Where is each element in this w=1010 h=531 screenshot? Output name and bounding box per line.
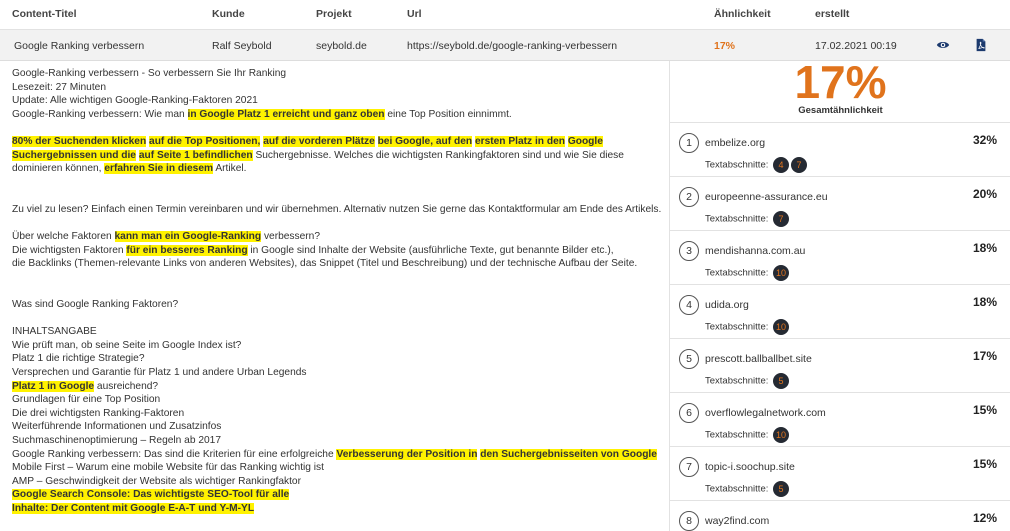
text: ausreichend? [94, 380, 159, 392]
text-line: Platz 1 die richtige Strategie? [12, 353, 145, 365]
source-sections [705, 373, 789, 389]
highlighted-match[interactable]: erfahren Sie in diesem [104, 163, 214, 175]
text-line: Suchmaschinenoptimierung – Regeln ab 2017 [12, 435, 221, 447]
col-similarity-header[interactable]: Ähnlichkeit [714, 8, 771, 20]
total-similarity-label: Gesamtähnlichkeit [798, 105, 883, 116]
source-sections [705, 265, 789, 281]
source-sections [705, 319, 789, 335]
source-rank: 1 [679, 133, 699, 153]
section-badge[interactable]: 10 [773, 319, 789, 335]
text: verbessern? [261, 231, 321, 243]
eye-icon[interactable] [936, 38, 950, 52]
section-badge[interactable]: 5 [773, 481, 789, 497]
text-line: Update: Alle wichtigen Google-Ranking-Faktoren 2021 [12, 95, 258, 107]
source-item[interactable] [670, 339, 1010, 393]
row-title: Google Ranking verbessern [14, 40, 145, 52]
highlighted-match[interactable]: Verbesserung der Position in [336, 448, 478, 460]
highlighted-match[interactable]: bei Google, auf den [377, 135, 473, 147]
text-line: Zu viel zu lesen? Einfach einen Termin vereinbaren und wir übernehmen. Alternativ nutzen Sie gerne das Kontaktformular am Ende des Artikels. [12, 203, 662, 215]
source-percent: 32% [972, 133, 997, 147]
source-rank: 7 [679, 457, 699, 477]
total-similarity-value: 17% [794, 56, 887, 108]
text: in Google sind Inhalte der Website (ausführliche Texte, gut benannte Bilder etc.), [247, 244, 614, 256]
source-domain[interactable]: way2find.com [705, 515, 770, 527]
sections-label: Textabschnitte: [705, 159, 769, 171]
text: Suchergebnisse. Welches die wichtigsten Rankingfaktoren sind und wie Sie diese [252, 149, 624, 161]
sections-label: Textabschnitte: [705, 321, 769, 333]
content-text-panel [0, 61, 668, 531]
section-badge[interactable]: 7 [773, 211, 789, 227]
source-domain[interactable]: embelize.org [705, 137, 766, 149]
source-percent: 15% [972, 457, 997, 471]
source-sections [705, 157, 807, 173]
text-line: Weiterführende Informationen und Zusatzinfos [12, 421, 222, 433]
highlighted-match[interactable]: für ein besseres Ranking [126, 244, 248, 256]
section-badge[interactable]: 4 [773, 157, 789, 173]
text-line: INHALTSANGABE [12, 326, 97, 338]
source-domain[interactable]: europeenne-assurance.eu [705, 191, 828, 203]
highlighted-match[interactable]: Google Search Console: Das wichtigste SEO-Tool für alle [12, 489, 290, 501]
text: dominieren können, [12, 163, 105, 175]
text-line: Google-Ranking verbessern - So verbessern Sie Ihr Ranking [12, 68, 287, 79]
highlighted-match[interactable]: in Google Platz 1 erreicht und ganz oben [187, 108, 385, 120]
source-percent: 12% [972, 511, 997, 525]
sections-label: Textabschnitte: [705, 429, 769, 441]
text-line: Versprechen und Garantie für Platz 1 und andere Urban Legends [12, 367, 307, 379]
source-percent: 15% [972, 403, 997, 417]
row-created: 17.02.2021 00:19 [815, 40, 897, 52]
source-sections [705, 481, 789, 497]
source-percent: 20% [972, 187, 997, 201]
text-line [12, 488, 656, 502]
highlighted-match[interactable]: auf die vorderen Plätze [263, 135, 375, 147]
row-customer: Ralf Seybold [212, 40, 272, 52]
highlighted-match[interactable]: auf die Top Positionen, [149, 135, 261, 147]
row-url: https://seybold.de/google-ranking-verbessern [407, 40, 618, 52]
text-line [12, 502, 656, 516]
text-line: AMP – Geschwindigkeit der Website als wichtiger Rankingfaktor [12, 475, 301, 487]
source-rank: 3 [679, 241, 699, 261]
source-rank: 2 [679, 187, 699, 207]
row-similarity: 17% [714, 40, 736, 52]
source-item[interactable] [670, 285, 1010, 339]
total-similarity [670, 56, 1010, 123]
source-item[interactable] [670, 393, 1010, 447]
source-item[interactable] [670, 447, 1010, 501]
col-project-header[interactable]: Projekt [316, 8, 352, 20]
text-line [12, 162, 656, 176]
text-line [12, 108, 656, 122]
text-line [12, 244, 656, 258]
source-percent: 18% [972, 241, 997, 255]
section-badge[interactable]: 7 [791, 157, 807, 173]
source-domain[interactable]: overflowlegalnetwork.com [705, 407, 826, 419]
source-sections [705, 427, 789, 443]
source-domain[interactable]: udida.org [705, 299, 749, 311]
highlighted-match[interactable]: Suchergebnissen und die [12, 149, 136, 161]
text: Über welche Faktoren [12, 231, 115, 243]
sections-label: Textabschnitte: [705, 375, 769, 387]
highlighted-match[interactable]: 80% der Suchenden klicken [12, 135, 147, 147]
pdf-file-icon[interactable] [974, 38, 988, 52]
text-line [12, 149, 656, 163]
table-header [0, 0, 1010, 30]
source-rank: 6 [679, 403, 699, 423]
text-line [12, 380, 656, 394]
text-line [12, 448, 656, 462]
similarity-panel [669, 56, 1010, 531]
section-badge[interactable]: 10 [773, 427, 789, 443]
source-item[interactable] [670, 177, 1010, 231]
highlighted-match[interactable]: Platz 1 in Google [12, 380, 95, 392]
text: Artikel. [213, 163, 247, 175]
text-line: Mobile First – Warum eine mobile Website für das Ranking wichtig ist [12, 462, 324, 474]
section-badge[interactable]: 10 [773, 265, 789, 281]
text-line: die Backlinks (Themen-relevante Links von anderen Websites), das Snippet (Titel und Beschreibung) und der technische Aufbau der Seite. [12, 258, 638, 270]
text-line: Die drei wichtigsten Ranking-Faktoren [12, 407, 185, 419]
highlighted-match[interactable]: kann man ein Google-Ranking [114, 231, 262, 243]
col-title-header[interactable]: Content-Titel [12, 8, 77, 20]
text-line: Was sind Google Ranking Faktoren? [12, 299, 179, 311]
sections-label: Textabschnitte: [705, 267, 769, 279]
source-rank: 8 [679, 511, 699, 531]
text-line [12, 230, 656, 244]
sections-label: Textabschnitte: [705, 213, 769, 225]
col-created-header[interactable]: erstellt [815, 8, 850, 20]
source-percent: 18% [972, 295, 997, 309]
highlighted-match[interactable]: Google [567, 135, 603, 147]
text-line: Wie prüft man, ob seine Seite im Google Index ist? [12, 339, 242, 351]
highlighted-match[interactable]: auf Seite 1 befindlichen [138, 149, 253, 161]
text-line [12, 135, 656, 149]
text: Google-Ranking verbessern: Wie man [12, 108, 188, 120]
source-sections [705, 211, 789, 227]
highlighted-match[interactable]: Inhalte: Der Content mit Google E-A-T und Y-M-YL [12, 503, 255, 514]
section-badge[interactable]: 5 [773, 373, 789, 389]
sections-label: Textabschnitte: [705, 483, 769, 495]
source-domain[interactable]: topic-i.soochup.site [705, 461, 795, 473]
text: eine Top Position einnimmt. [384, 108, 512, 120]
source-item[interactable] [670, 231, 1010, 285]
source-domain[interactable]: mendishanna.com.au [705, 245, 806, 257]
text: Google Ranking verbessern: Das sind die Kriterien für eine erfolgreiche [12, 448, 337, 460]
source-percent: 17% [972, 349, 997, 363]
source-item[interactable] [670, 501, 1010, 531]
source-item[interactable] [670, 123, 1010, 177]
source-rank: 5 [679, 349, 699, 369]
text: Die wichtigsten Faktoren [12, 244, 127, 256]
col-customer-header[interactable]: Kunde [212, 8, 245, 20]
source-rank: 4 [679, 295, 699, 315]
highlighted-match[interactable]: ersten Platz in den [474, 135, 565, 147]
text-line: Grundlagen für eine Top Position [12, 394, 161, 406]
highlighted-match[interactable]: den Suchergebnisseiten von Google [480, 448, 657, 460]
source-domain[interactable]: prescott.ballballbet.site [705, 353, 812, 365]
row-project: seybold.de [316, 40, 367, 52]
text-line: Lesezeit: 27 Minuten [12, 81, 107, 93]
col-url-header[interactable]: Url [407, 8, 422, 20]
